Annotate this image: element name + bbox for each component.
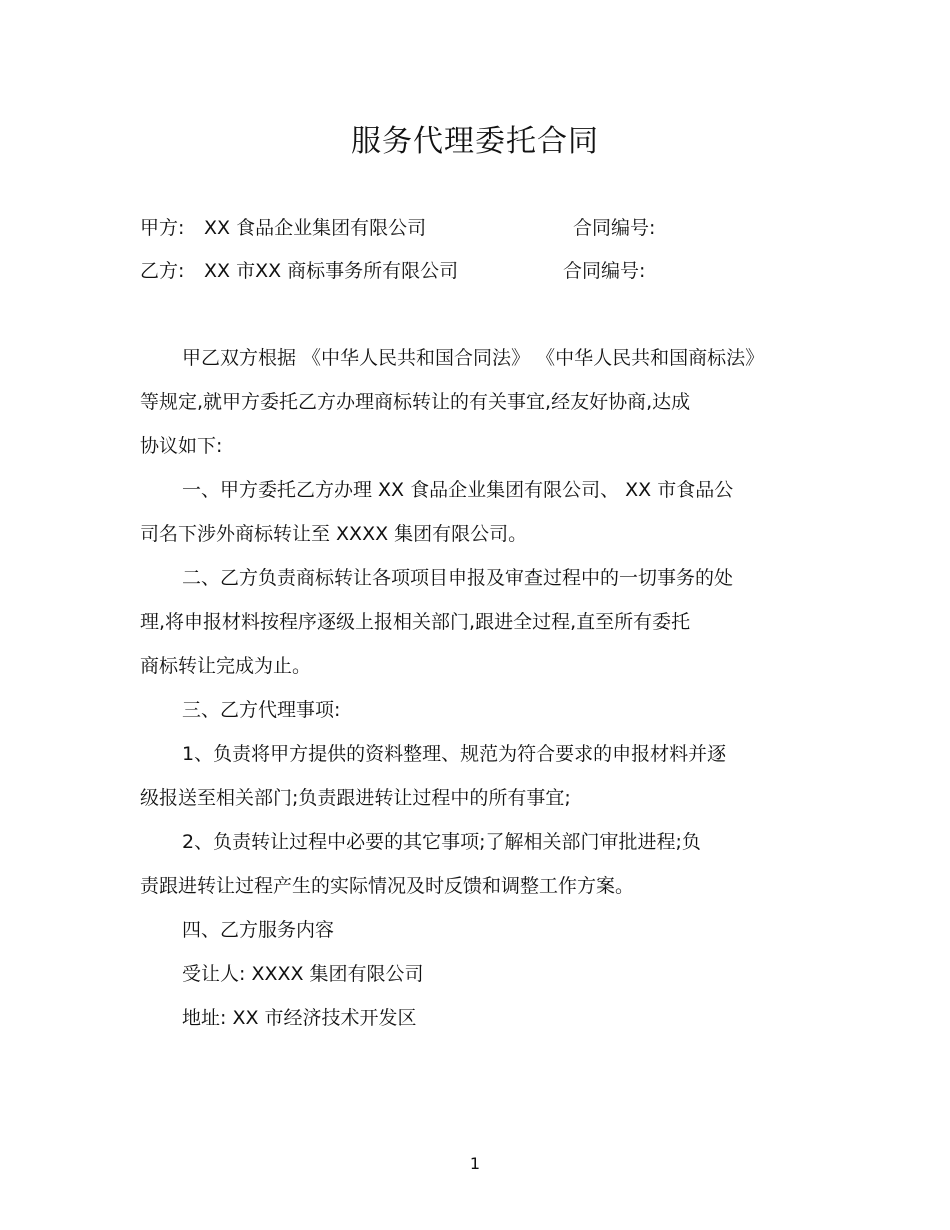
page-number: 1 [469,1154,481,1173]
party-a-label: 甲方: [140,217,185,239]
body-line: 受让人: XXXX 集团有限公司 [182,963,424,985]
party-b-name: XX 市XX 商标事务所有限公司 [204,260,459,282]
body-line: 四、乙方服务内容 [182,919,335,941]
contract-body [140,336,820,1040]
body-line: 责跟进转让过程产生的实际情况及时反馈和调整工作方案。 [140,875,635,897]
body-line: 1、负责将甲方提供的资料整理、规范为符合要求的申报材料并逐 [182,743,727,765]
party-a-row [140,208,820,248]
party-b-label: 乙方: [140,260,185,282]
body-line: 司名下涉外商标转让至 XXXX 集团有限公司。 [140,523,528,545]
body-line: 级报送至相关部门;负责跟进转让过程中的所有事宜; [140,787,571,809]
body-line: 协议如下: [140,435,223,457]
document-title: 服务代理委托合同 [351,124,599,159]
body-line: 二、乙方负责商标转让各项项目申报及审查过程中的一切事务的处 [182,567,734,589]
body-line: 地址: XX 市经济技术开发区 [182,1007,417,1029]
body-line: 等规定,就甲方委托乙方办理商标转让的有关事宜,经友好协商,达成 [140,391,691,413]
body-line: 理,将申报材料按程序逐级上报相关部门,跟进全过程,直至所有委托 [140,611,691,633]
party-a-name: XX 食品企业集团有限公司 [204,217,427,239]
party-a-contract-number-label: 合同编号: [573,217,656,239]
party-b-row [140,251,820,291]
party-b-contract-number-label: 合同编号: [563,260,646,282]
body-line: 2、负责转让过程中必要的其它事项;了解相关部门审批进程;负 [182,831,701,853]
body-line: 商标转让完成为止。 [140,655,312,677]
body-line: 甲乙双方根据 《中华人民共和国合同法》 《中华人民共和国商标法》 [182,347,765,369]
body-line: 一、甲方委托乙方办理 XX 食品企业集团有限公司、 XX 市食品公 [182,479,734,501]
body-line: 三、乙方代理事项: [182,699,341,721]
